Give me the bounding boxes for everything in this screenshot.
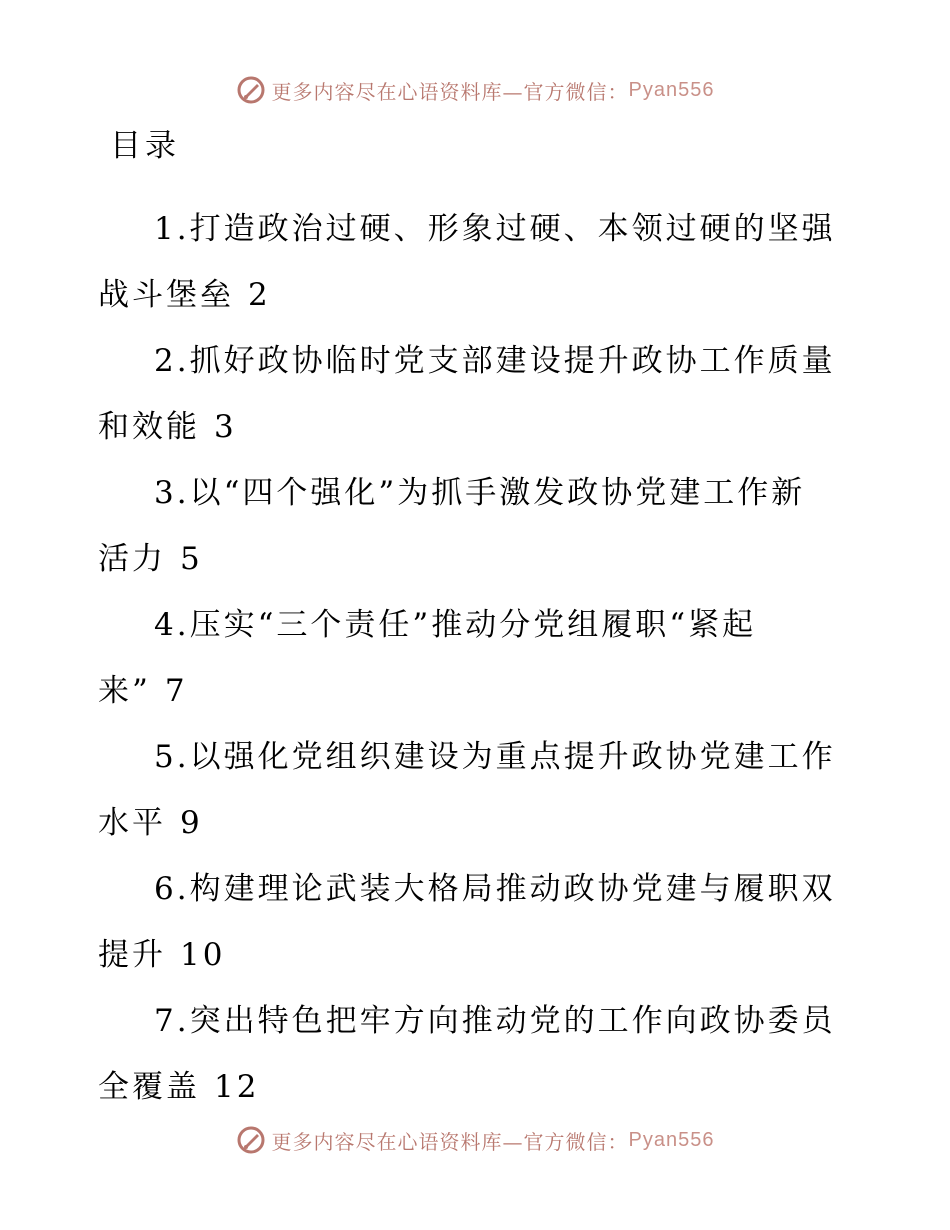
watermark-text: 更多内容尽在心语资料库—官方微信： — [271, 79, 629, 104]
toc-item[interactable] — [98, 724, 838, 856]
toc-item-text: 4.压实“三个责任”推动分党组履职“紧起来” — [98, 607, 757, 709]
toc-item-text: 3.以“四个强化”为抓手激发政协党建工作新活力 — [98, 475, 806, 577]
toc-item-page: 10 — [180, 937, 226, 973]
toc-title: 目录 — [110, 128, 180, 164]
toc-item-text: 5.以强化党组织建设为重点提升政协党建工作水平 — [98, 739, 836, 841]
toc-item-text: 6.构建理论武装大格局推动政协党建与履职双提升 — [98, 871, 836, 973]
toc-item[interactable] — [98, 460, 838, 592]
watermark-account: Pyan556 — [628, 78, 715, 101]
watermark-banner-bottom — [0, 1120, 950, 1160]
toc-item-page: 3 — [214, 409, 237, 445]
toc-item[interactable] — [98, 988, 838, 1120]
watermark-banner-top — [0, 70, 950, 110]
toc-item[interactable] — [98, 592, 838, 724]
toc-item-page: 9 — [180, 805, 203, 841]
toc-item-text: 1.打造政治过硬、形象过硬、本领过硬的坚强战斗堡垒 — [98, 211, 836, 313]
toc-item-page: 12 — [214, 1069, 260, 1105]
toc-item[interactable] — [98, 856, 838, 988]
toc-item-text: 7.突出特色把牢方向推动党的工作向政协委员全覆盖 — [98, 1003, 836, 1105]
toc-item-page: 7 — [164, 673, 188, 709]
toc-item[interactable] — [98, 196, 838, 328]
pen-logo-icon — [236, 75, 266, 105]
watermark-account: Pyan556 — [628, 1128, 715, 1151]
toc-item-page: 5 — [180, 541, 203, 577]
toc-list — [98, 196, 838, 1120]
pen-logo-icon — [236, 1125, 266, 1155]
toc-item-text: 2.抓好政协临时党支部建设提升政协工作质量和效能 — [98, 343, 836, 445]
toc-item-page: 2 — [248, 277, 271, 313]
toc-item[interactable] — [98, 328, 838, 460]
watermark-text: 更多内容尽在心语资料库—官方微信： — [271, 1129, 629, 1154]
